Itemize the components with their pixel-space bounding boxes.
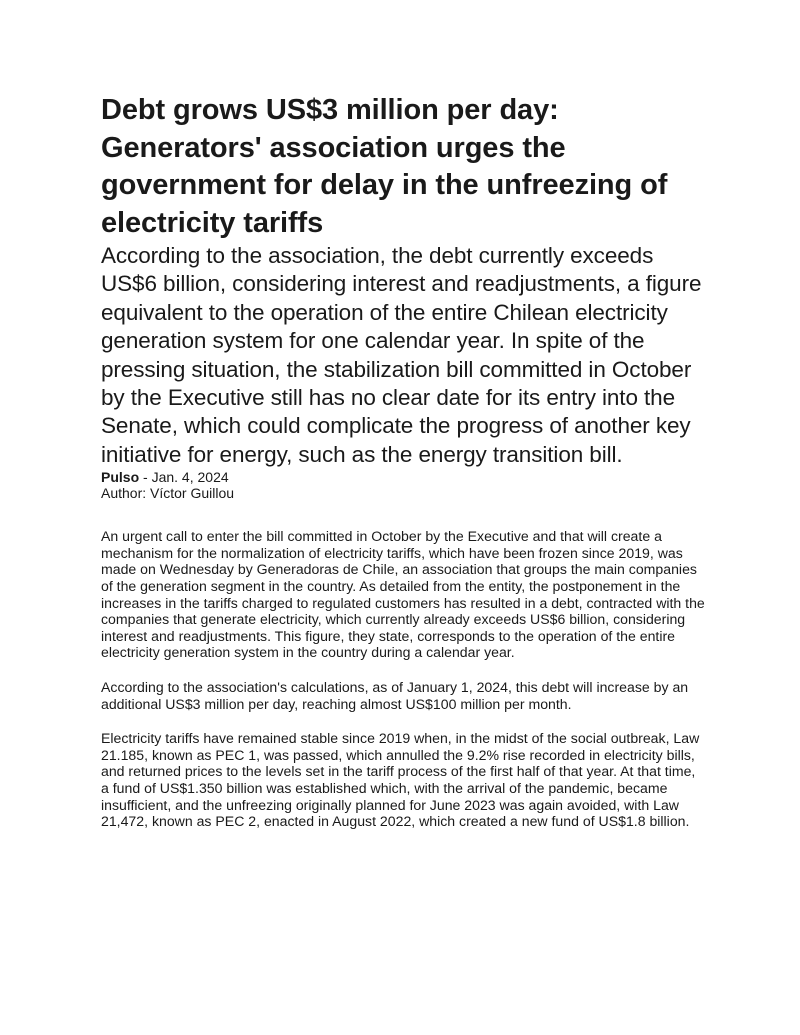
date-separator: -: [139, 469, 152, 486]
body-paragraph: An urgent call to enter the bill committed in October by the Executive and that will create a mechanism for the normalization of electricity tariffs, which have been frozen since 2019, was made on Wednesday by Generadoras de Chile, an association that groups the main companies of the generation segment in the country. As detailed from the entity, the postponement in the increases in the tariffs charged to regulated customers has resulted in a debt, contracted with the companies that generate electricity, which currently already exceeds US$6 billion, considering interest and readjustments. This figure, they state, corresponds to the operation of the entire electricity generation system in the country during a calendar year.: [101, 528, 705, 661]
article-summary: According to the association, the debt currently exceeds US$6 billion, considering interest and readjustments, a figure equivalent to the operation of the entire Chilean electricity generation system for one calendar year. In spite of the pressing situation, the stabilization bill committed in October by the Executive still has no clear date for its entry into the Senate, which could complicate the progress of another key initiative for energy, such as the energy transition bill.: [101, 243, 702, 467]
article-title: Debt grows US$3 million per day: Generators' association urges the government for delay in the unfreezing of electricity tariffs: [101, 94, 668, 239]
byline: [101, 469, 705, 501]
body-paragraph: Electricity tariffs have remained stable since 2019 when, in the midst of the social outbreak, Law 21.185, known as PEC 1, was passed, which annulled the 9.2% rise recorded in electricity bills, and returned prices to the levels set in the tariff process of the first half of that year. At that time, a fund of US$1.350 billion was established which, with the arrival of the pandemic, became insufficient, and the unfreezing originally planned for June 2023 was again avoided, with Law 21,472, known as PEC 2, enacted in August 2022, which created a new fund of US$1.8 billion.: [101, 730, 700, 830]
source-line: [101, 469, 705, 485]
publish-date: Jan. 4, 2024: [151, 469, 229, 486]
source-name: Pulso: [101, 469, 140, 486]
author: Author: Víctor Guillou: [101, 485, 235, 502]
article-body: [101, 528, 705, 830]
body-paragraph: According to the association's calculations, as of January 1, 2024, this debt will increase by an additional US$3 million per day, reaching almost US$100 million per month.: [101, 679, 689, 712]
article: [101, 92, 705, 848]
